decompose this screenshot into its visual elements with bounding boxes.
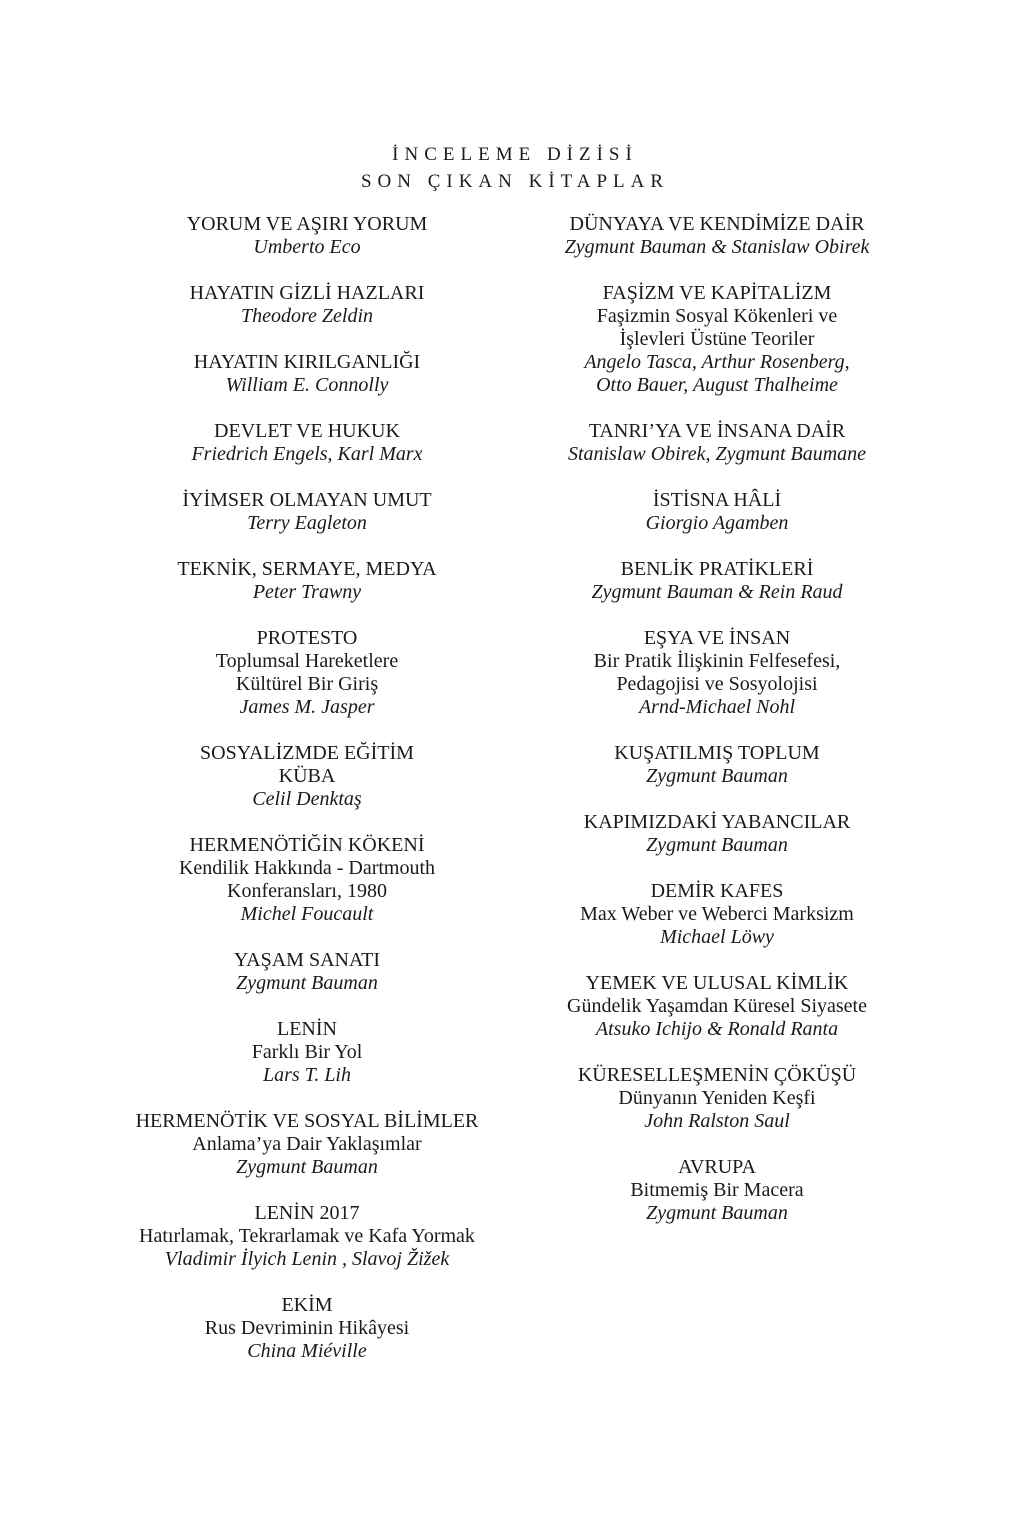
- book-list-left: [97, 213, 517, 1386]
- book-title: AVRUPA: [678, 1156, 756, 1178]
- book-author: Zygmunt Bauman: [646, 1202, 788, 1224]
- book-entry: [507, 811, 927, 857]
- book-subtitle: Pedagojisi ve Sosyolojisi: [616, 673, 818, 695]
- book-subtitle: Bitmemiş Bir Macera: [630, 1179, 804, 1201]
- book-entry: [507, 742, 927, 788]
- book-entry: [97, 351, 517, 397]
- book-subtitle: KÜBA: [278, 765, 336, 787]
- book-subtitle: Max Weber ve Weberci Marksizm: [580, 903, 854, 925]
- book-author: Lars T. Lih: [262, 1064, 351, 1086]
- book-title: DÜNYAYA VE KENDİMİZE DAİR: [569, 213, 865, 235]
- book-subtitle: Rus Devriminin Hikâyesi: [204, 1317, 410, 1339]
- book-entry: [507, 489, 927, 535]
- book-author: Terry Eagleton: [247, 512, 367, 534]
- book-entry: [97, 834, 517, 926]
- book-author: Friedrich Engels, Karl Marx: [191, 443, 423, 465]
- book-author: James M. Jasper: [239, 696, 375, 718]
- book-author: Angelo Tasca, Arthur Rosenberg,: [584, 351, 850, 373]
- book-author: Zygmunt Bauman: [236, 1156, 378, 1178]
- book-subtitle: Faşizmin Sosyal Kökenleri ve: [596, 305, 838, 327]
- book-entry: [507, 1156, 927, 1225]
- book-subtitle: Kendilik Hakkında - Dartmouth: [178, 857, 436, 879]
- book-entry: [507, 1064, 927, 1133]
- book-entry: [97, 627, 517, 719]
- book-entry: [507, 880, 927, 949]
- book-title: DEMİR KAFES: [650, 880, 784, 902]
- book-subtitle: Hatırlamak, Tekrarlamak ve Kafa Yormak: [139, 1225, 475, 1247]
- book-title: BENLİK PRATİKLERİ: [620, 558, 814, 580]
- book-entry: [97, 949, 517, 995]
- book-entry: [97, 420, 517, 466]
- book-author: Vladimir İlyich Lenin , Slavoj Žižek: [164, 1248, 450, 1270]
- book-subtitle: İşlevleri Üstüne Teoriler: [619, 328, 815, 350]
- book-entry: [507, 213, 927, 259]
- book-author: Michael Löwy: [660, 926, 774, 948]
- book-title: LENİN: [277, 1018, 337, 1040]
- book-subtitle: Anlama’ya Dair Yaklaşımlar: [192, 1133, 422, 1155]
- book-author: Celil Denktaş: [252, 788, 362, 810]
- book-entry: [97, 489, 517, 535]
- book-entry: [97, 1018, 517, 1087]
- book-entry: [97, 213, 517, 259]
- book-entry: [97, 1294, 517, 1363]
- book-subtitle: Kültürel Bir Giriş: [235, 673, 379, 695]
- book-entry: [507, 627, 927, 719]
- book-author: Giorgio Agamben: [645, 512, 789, 534]
- book-author: Otto Bauer, August Thalheime: [596, 374, 838, 396]
- book-author: Arnd-Michael Nohl: [638, 696, 796, 718]
- series-header: [0, 141, 1024, 195]
- book-author: William E. Connolly: [225, 374, 389, 396]
- book-subtitle: Dünyanın Yeniden Keşfi: [618, 1087, 816, 1109]
- book-author: Umberto Eco: [253, 236, 361, 258]
- book-entry: [97, 1202, 517, 1271]
- book-title: KÜRESELLEŞMENİN ÇÖKÜŞÜ: [577, 1064, 857, 1086]
- book-title: PROTESTO: [256, 627, 358, 649]
- series-subheading: SON ÇIKAN KİTAPLAR: [360, 171, 670, 192]
- book-title: YAŞAM SANATI: [233, 949, 381, 971]
- book-entry: [97, 742, 517, 811]
- book-author: Zygmunt Bauman: [646, 834, 788, 856]
- book-title: YORUM VE AŞIRI YORUM: [186, 213, 428, 235]
- book-title: İYİMSER OLMAYAN UMUT: [182, 489, 432, 511]
- book-title: LENİN 2017: [254, 1202, 360, 1224]
- book-title: EKİM: [281, 1294, 333, 1316]
- book-entry: [507, 558, 927, 604]
- book-author: Stanislaw Obirek, Zygmunt Baumane: [567, 443, 867, 465]
- book-subtitle: Konferansları, 1980: [227, 880, 387, 902]
- book-entry: [507, 282, 927, 397]
- book-entry: [97, 282, 517, 328]
- book-author: Theodore Zeldin: [240, 305, 374, 327]
- book-author: Zygmunt Bauman: [236, 972, 378, 994]
- book-title: YEMEK VE ULUSAL KİMLİK: [585, 972, 849, 994]
- series-name: İNCELEME DİZİSİ: [392, 144, 638, 165]
- book-title: DEVLET VE HUKUK: [214, 420, 400, 442]
- book-author: Atsuko Ichijo & Ronald Ranta: [595, 1018, 839, 1040]
- book-author: Michel Foucault: [240, 903, 374, 925]
- book-subtitle: Gündelik Yaşamdan Küresel Siyasete: [567, 995, 867, 1017]
- book-title: TANRI’YA VE İNSANA DAİR: [588, 420, 846, 442]
- book-author: Zygmunt Bauman & Rein Raud: [591, 581, 843, 603]
- book-author: Zygmunt Bauman: [646, 765, 788, 787]
- book-entry: [97, 558, 517, 604]
- book-list-right: [507, 213, 927, 1248]
- book-entry: [507, 972, 927, 1041]
- book-author: Zygmunt Bauman & Stanislaw Obirek: [564, 236, 870, 258]
- book-subtitle: Toplumsal Hareketlere: [215, 650, 399, 672]
- book-title: HAYATIN GİZLİ HAZLARI: [189, 282, 425, 304]
- book-title: HAYATIN KIRILGANLIĞI: [193, 351, 421, 373]
- book-entry: [97, 1110, 517, 1179]
- book-title: SOSYALİZMDE EĞİTİM: [200, 742, 414, 764]
- book-title: HERMENÖTİK VE SOSYAL BİLİMLER: [135, 1110, 479, 1132]
- book-title: İSTİSNA HÂLİ: [652, 489, 782, 511]
- book-title: KUŞATILMIŞ TOPLUM: [614, 742, 820, 764]
- book-title: HERMENÖTİĞİN KÖKENİ: [189, 834, 425, 856]
- book-subtitle: Bir Pratik İlişkinin Felfesefesi,: [593, 650, 841, 672]
- book-entry: [507, 420, 927, 466]
- book-title: FAŞİZM VE KAPİTALİZM: [602, 282, 832, 304]
- book-title: KAPIMIZDAKİ YABANCILAR: [583, 811, 851, 833]
- book-title: EŞYA VE İNSAN: [643, 627, 791, 649]
- book-subtitle: Farklı Bir Yol: [251, 1041, 363, 1063]
- book-author: Peter Trawny: [252, 581, 362, 603]
- book-author: John Ralston Saul: [644, 1110, 790, 1132]
- book-title: TEKNİK, SERMAYE, MEDYA: [177, 558, 437, 580]
- book-author: China Miéville: [247, 1340, 367, 1362]
